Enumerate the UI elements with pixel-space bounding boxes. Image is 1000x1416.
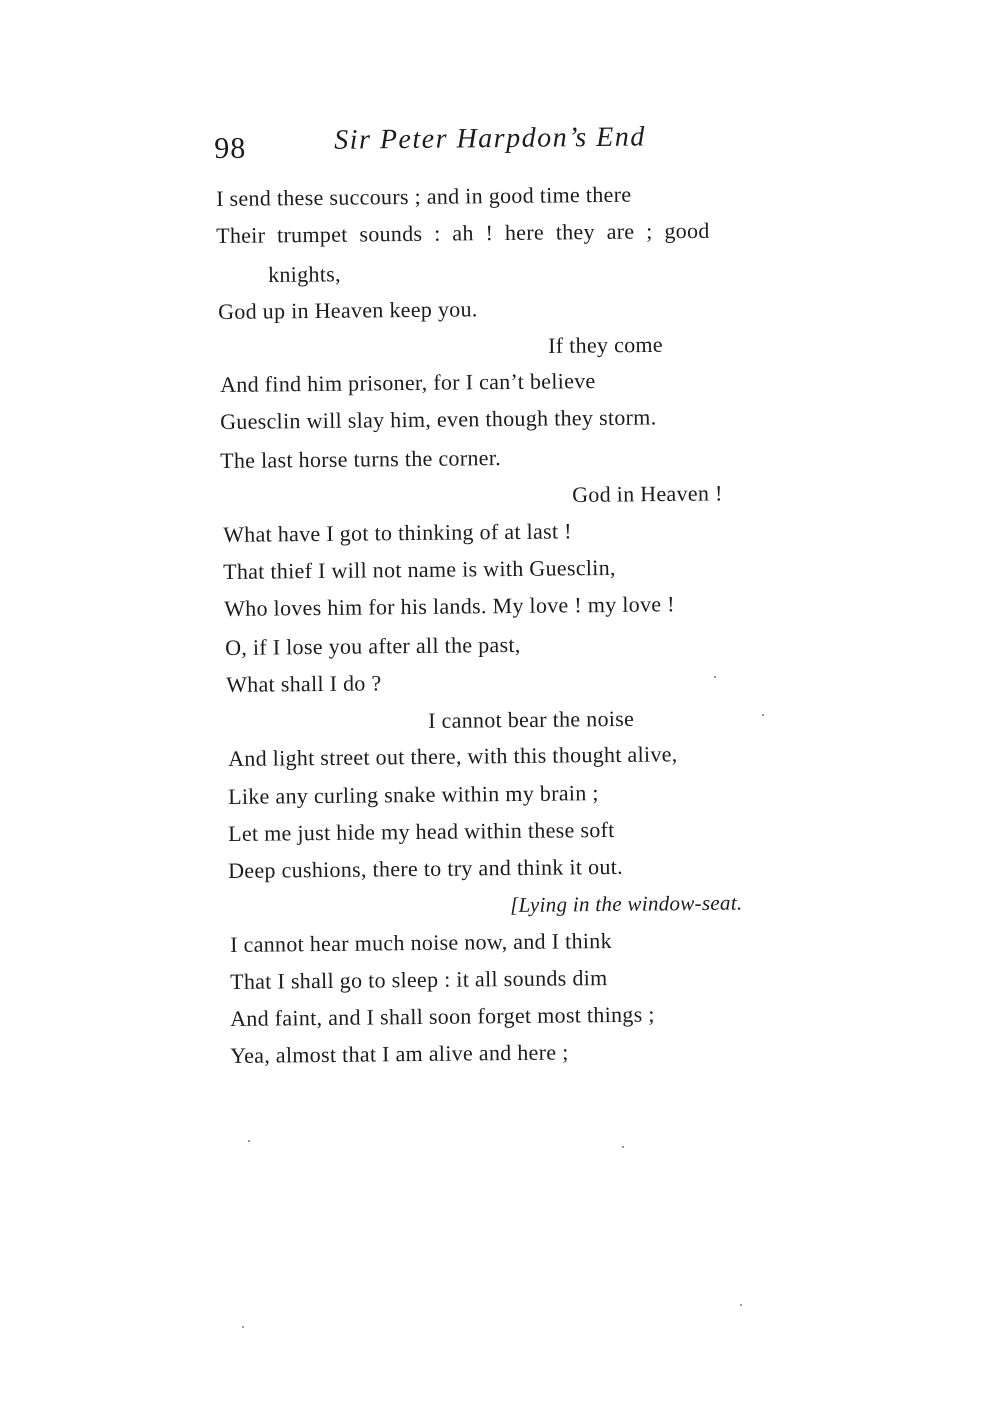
- verse-line: What shall I do ?: [226, 670, 382, 697]
- stage-direction: [Lying in the window-seat.: [510, 890, 743, 917]
- speck: [714, 676, 716, 678]
- verse-line: The last horse turns the corner.: [220, 445, 502, 473]
- verse-line: I cannot hear much noise now, and I think: [230, 928, 612, 957]
- verse-line: Guesclin will slay him, even though they storm.: [220, 404, 657, 434]
- verse-line: And faint, and I shall soon forget most things ;: [230, 1001, 655, 1031]
- verse-line: That I shall go to sleep : it all sounds dim: [230, 965, 608, 994]
- verse-line: knights,: [268, 261, 341, 287]
- verse-line: Who loves him for his lands. My love ! my love !: [224, 591, 675, 621]
- verse-line: And light street out there, with this thought alive,: [228, 741, 678, 771]
- speck: [242, 1326, 244, 1328]
- verse-line: Let me just hide my head within these soft: [228, 816, 615, 846]
- page-number: 98: [214, 131, 247, 165]
- verse-line: Deep cushions, there to try and think it out.: [228, 853, 624, 883]
- speck: [762, 714, 764, 716]
- verse-line: O, if I lose you after all the past,: [225, 631, 521, 660]
- verse-line: Like any curling snake within my brain ;: [228, 780, 599, 809]
- verse-line: What have I got to thinking of at last !: [223, 518, 572, 547]
- verse-line: God up in Heaven keep you.: [218, 296, 478, 324]
- verse-line: And find him prisoner, for I can’t believe: [220, 368, 596, 397]
- running-title: Sir Peter Harpdon’s End: [334, 121, 646, 156]
- speck: [248, 1140, 250, 1142]
- verse-line: God in Heaven !: [572, 480, 723, 507]
- verse-line: I send these succours ; and in good time there: [216, 181, 632, 211]
- verse-line: Their trumpet sounds : ah ! here they are ; good: [216, 217, 710, 248]
- verse-line: Yea, almost that I am alive and here ;: [230, 1039, 569, 1068]
- page-header: [214, 116, 774, 172]
- verse-line: I cannot bear the noise: [428, 705, 635, 733]
- verse-line: That thief I will not name is with Guesclin,: [223, 554, 616, 584]
- speck: [622, 1146, 624, 1148]
- speck: [740, 1304, 742, 1306]
- verse-line: If they come: [548, 331, 664, 358]
